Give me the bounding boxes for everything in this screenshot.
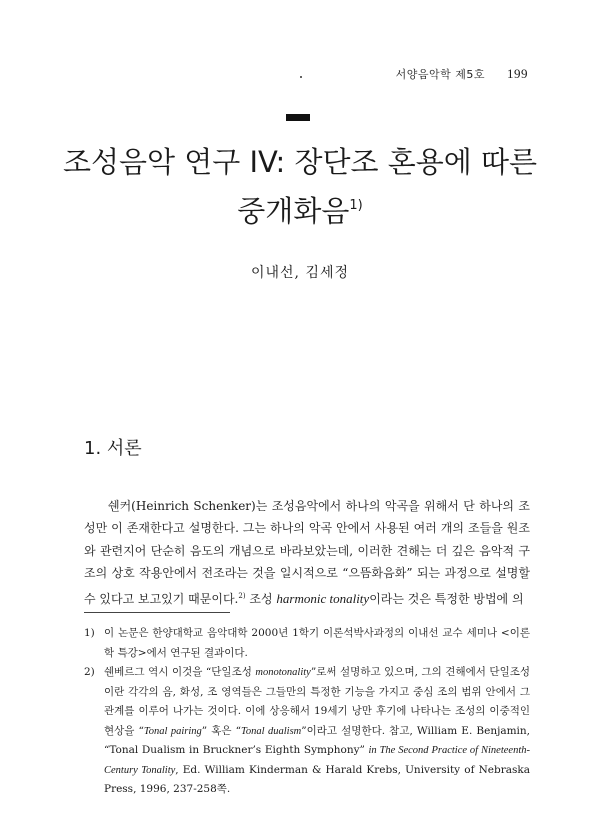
body-paragraph	[84, 495, 530, 610]
body-footnote-mark: 2)	[238, 591, 246, 600]
footnote-number: 1)	[84, 627, 95, 639]
footnotes	[84, 624, 530, 800]
fn2-italic: Tonal dualism	[241, 725, 302, 737]
article-title	[40, 140, 560, 233]
footnote-number: 2)	[84, 666, 95, 678]
footnote-2	[84, 663, 530, 800]
body-text-b: 조성	[245, 591, 277, 606]
fn2-italic: monotonality	[255, 667, 311, 678]
running-header	[396, 66, 528, 82]
title-decoration-bar	[286, 114, 310, 121]
footnote-text	[104, 663, 530, 800]
footnote-1	[84, 624, 530, 663]
journal-name: 서양음악학 제5호	[395, 68, 485, 81]
page-number: 199	[507, 66, 528, 81]
body-text-a: 쉔커(Heinrich Schenker)는 조성음악에서 하나의 악곡을 위해서 단 하나의 조성만 이 존재한다고 설명한다. 그는 하나의 악곡 안에서 사용된 여러 개의 조들을 원조와 관련지어 단순히 음도의 개념으로 바라보았는데, 이러한 견해는 더 깊은 음악적 구조의 상호 작용안에서 전조라는 것을 일시적으로 “으뜸화음화” 되는 과정으로 설명할 수 있다고 보고있기 때문이다.	[84, 499, 530, 606]
fn2-part: , Ed. William Kinderman & Harald Krebs, University of Nebraska Press, 1996, 237-258쪽.	[104, 763, 530, 795]
fn2-italic: in The Second Practice of Nineteenth-Century Tonality	[104, 745, 530, 776]
section-heading: 1. 서론	[84, 438, 142, 459]
title-line-2	[40, 184, 560, 233]
fn2-part: ”로써 설명하고 있으며, 그의 견해에서 단일조성이란 각각의 음, 화성, 조 영역들은 그들만의 특정한 기능을 가지고 중심 조의 범위 안에서 그 관계를 이루어 나가는 것이다. 이에 상응해서 19세기 낭만 후기에 나타나는 조성의 이중적인 현상을 “	[104, 666, 530, 737]
speck-mark	[300, 76, 302, 78]
body-text-c: 이라는 것은 특정한 방법에 의	[369, 591, 524, 606]
fn2-part: ” 혹은 “	[201, 724, 242, 737]
fn2-italic: Tonal pairing	[143, 725, 202, 737]
fn2-part: 쉔베르그 역시 이것을 “단일조성	[104, 666, 256, 678]
fn2-part: ”이라고 설명한다. 참고, William E. Benjamin, “Tonal Dualism in Bruckner’s Eighth Symphony”	[104, 724, 531, 756]
footnote-divider	[84, 612, 230, 613]
title-line-2-text: 중개화음	[237, 194, 350, 228]
footnote-text: 이 논문은 한양대학교 음악대학 2000년 1학기 이론석박사과정의 이내선 교수 세미나 <이론학 특강>에서 연구된 결과이다.	[104, 627, 530, 659]
body-italic-term: harmonic tonality	[276, 590, 370, 606]
authors: 이내선, 김세정	[250, 265, 350, 281]
title-line-1: 조성음악 연구 IV: 장단조 혼용에 따른	[62, 145, 538, 179]
title-footnote-mark: 1)	[349, 198, 363, 213]
